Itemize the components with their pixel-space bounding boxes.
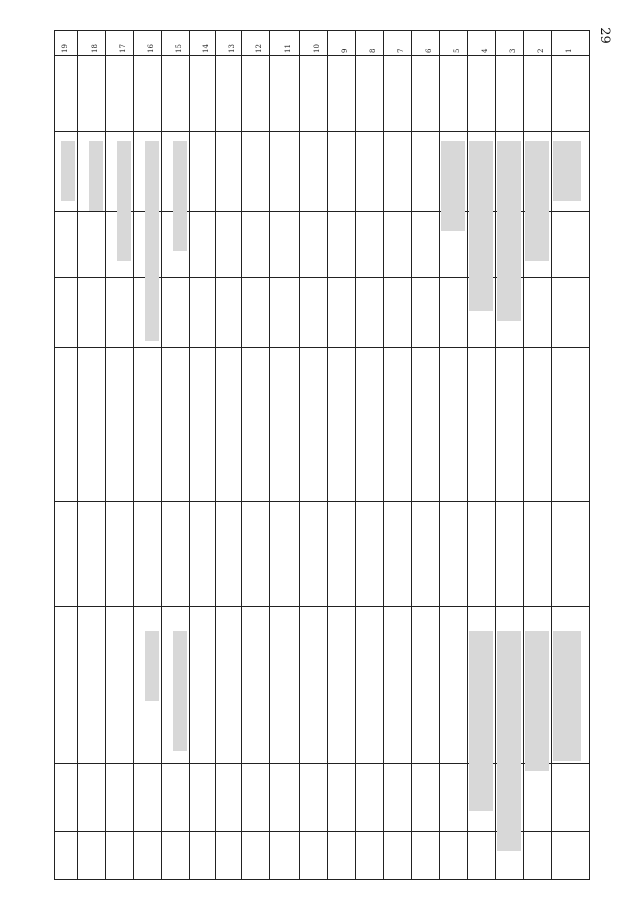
header-number-12: 12 [255,44,263,53]
header-number-3: 3 [509,48,517,53]
page-number: 29 [596,27,612,44]
text-block-placeholder [525,141,549,261]
text-block-placeholder [469,141,493,311]
column-divider [133,31,134,879]
column-divider [523,31,524,879]
column-divider [551,31,552,879]
header-number-19: 19 [61,44,69,53]
text-block-placeholder [145,141,159,341]
header-number-7: 7 [397,48,405,53]
row-divider [55,347,589,348]
header-number-10: 10 [313,44,321,53]
column-divider [77,31,78,879]
header-number-15: 15 [175,44,183,53]
header-rule [55,55,589,56]
text-block-placeholder [553,631,581,761]
header-number-11: 11 [284,44,292,53]
header-number-1: 1 [565,48,573,53]
header-number-13: 13 [228,44,236,53]
column-divider [495,31,496,879]
header-number-14: 14 [202,44,210,53]
text-block-placeholder [441,141,465,231]
text-block-placeholder [145,631,159,701]
text-block-placeholder [553,141,581,201]
text-block-placeholder [525,631,549,771]
text-block-placeholder [173,631,187,751]
header-number-17: 17 [119,44,127,53]
header-number-5: 5 [453,48,461,53]
column-divider [215,31,216,879]
text-block-placeholder [497,141,521,321]
document-table [54,30,590,880]
header-number-6: 6 [425,48,433,53]
text-block-placeholder [469,631,493,811]
column-divider [467,31,468,879]
column-divider [383,31,384,879]
header-number-2: 2 [537,48,545,53]
column-divider [439,31,440,879]
column-divider [411,31,412,879]
column-divider [105,31,106,879]
row-divider [55,501,589,502]
column-divider [327,31,328,879]
text-block-placeholder [173,141,187,251]
text-block-placeholder [89,141,103,211]
header-number-8: 8 [369,48,377,53]
text-block-placeholder [497,631,521,851]
column-divider [161,31,162,879]
text-block-placeholder [61,141,75,201]
header-number-4: 4 [481,48,489,53]
column-divider [355,31,356,879]
header-number-9: 9 [341,48,349,53]
column-divider [241,31,242,879]
column-divider [269,31,270,879]
header-number-16: 16 [147,44,155,53]
row-divider [55,131,589,132]
row-divider [55,606,589,607]
column-divider [189,31,190,879]
text-block-placeholder [117,141,131,261]
header-number-18: 18 [91,44,99,53]
column-divider [299,31,300,879]
